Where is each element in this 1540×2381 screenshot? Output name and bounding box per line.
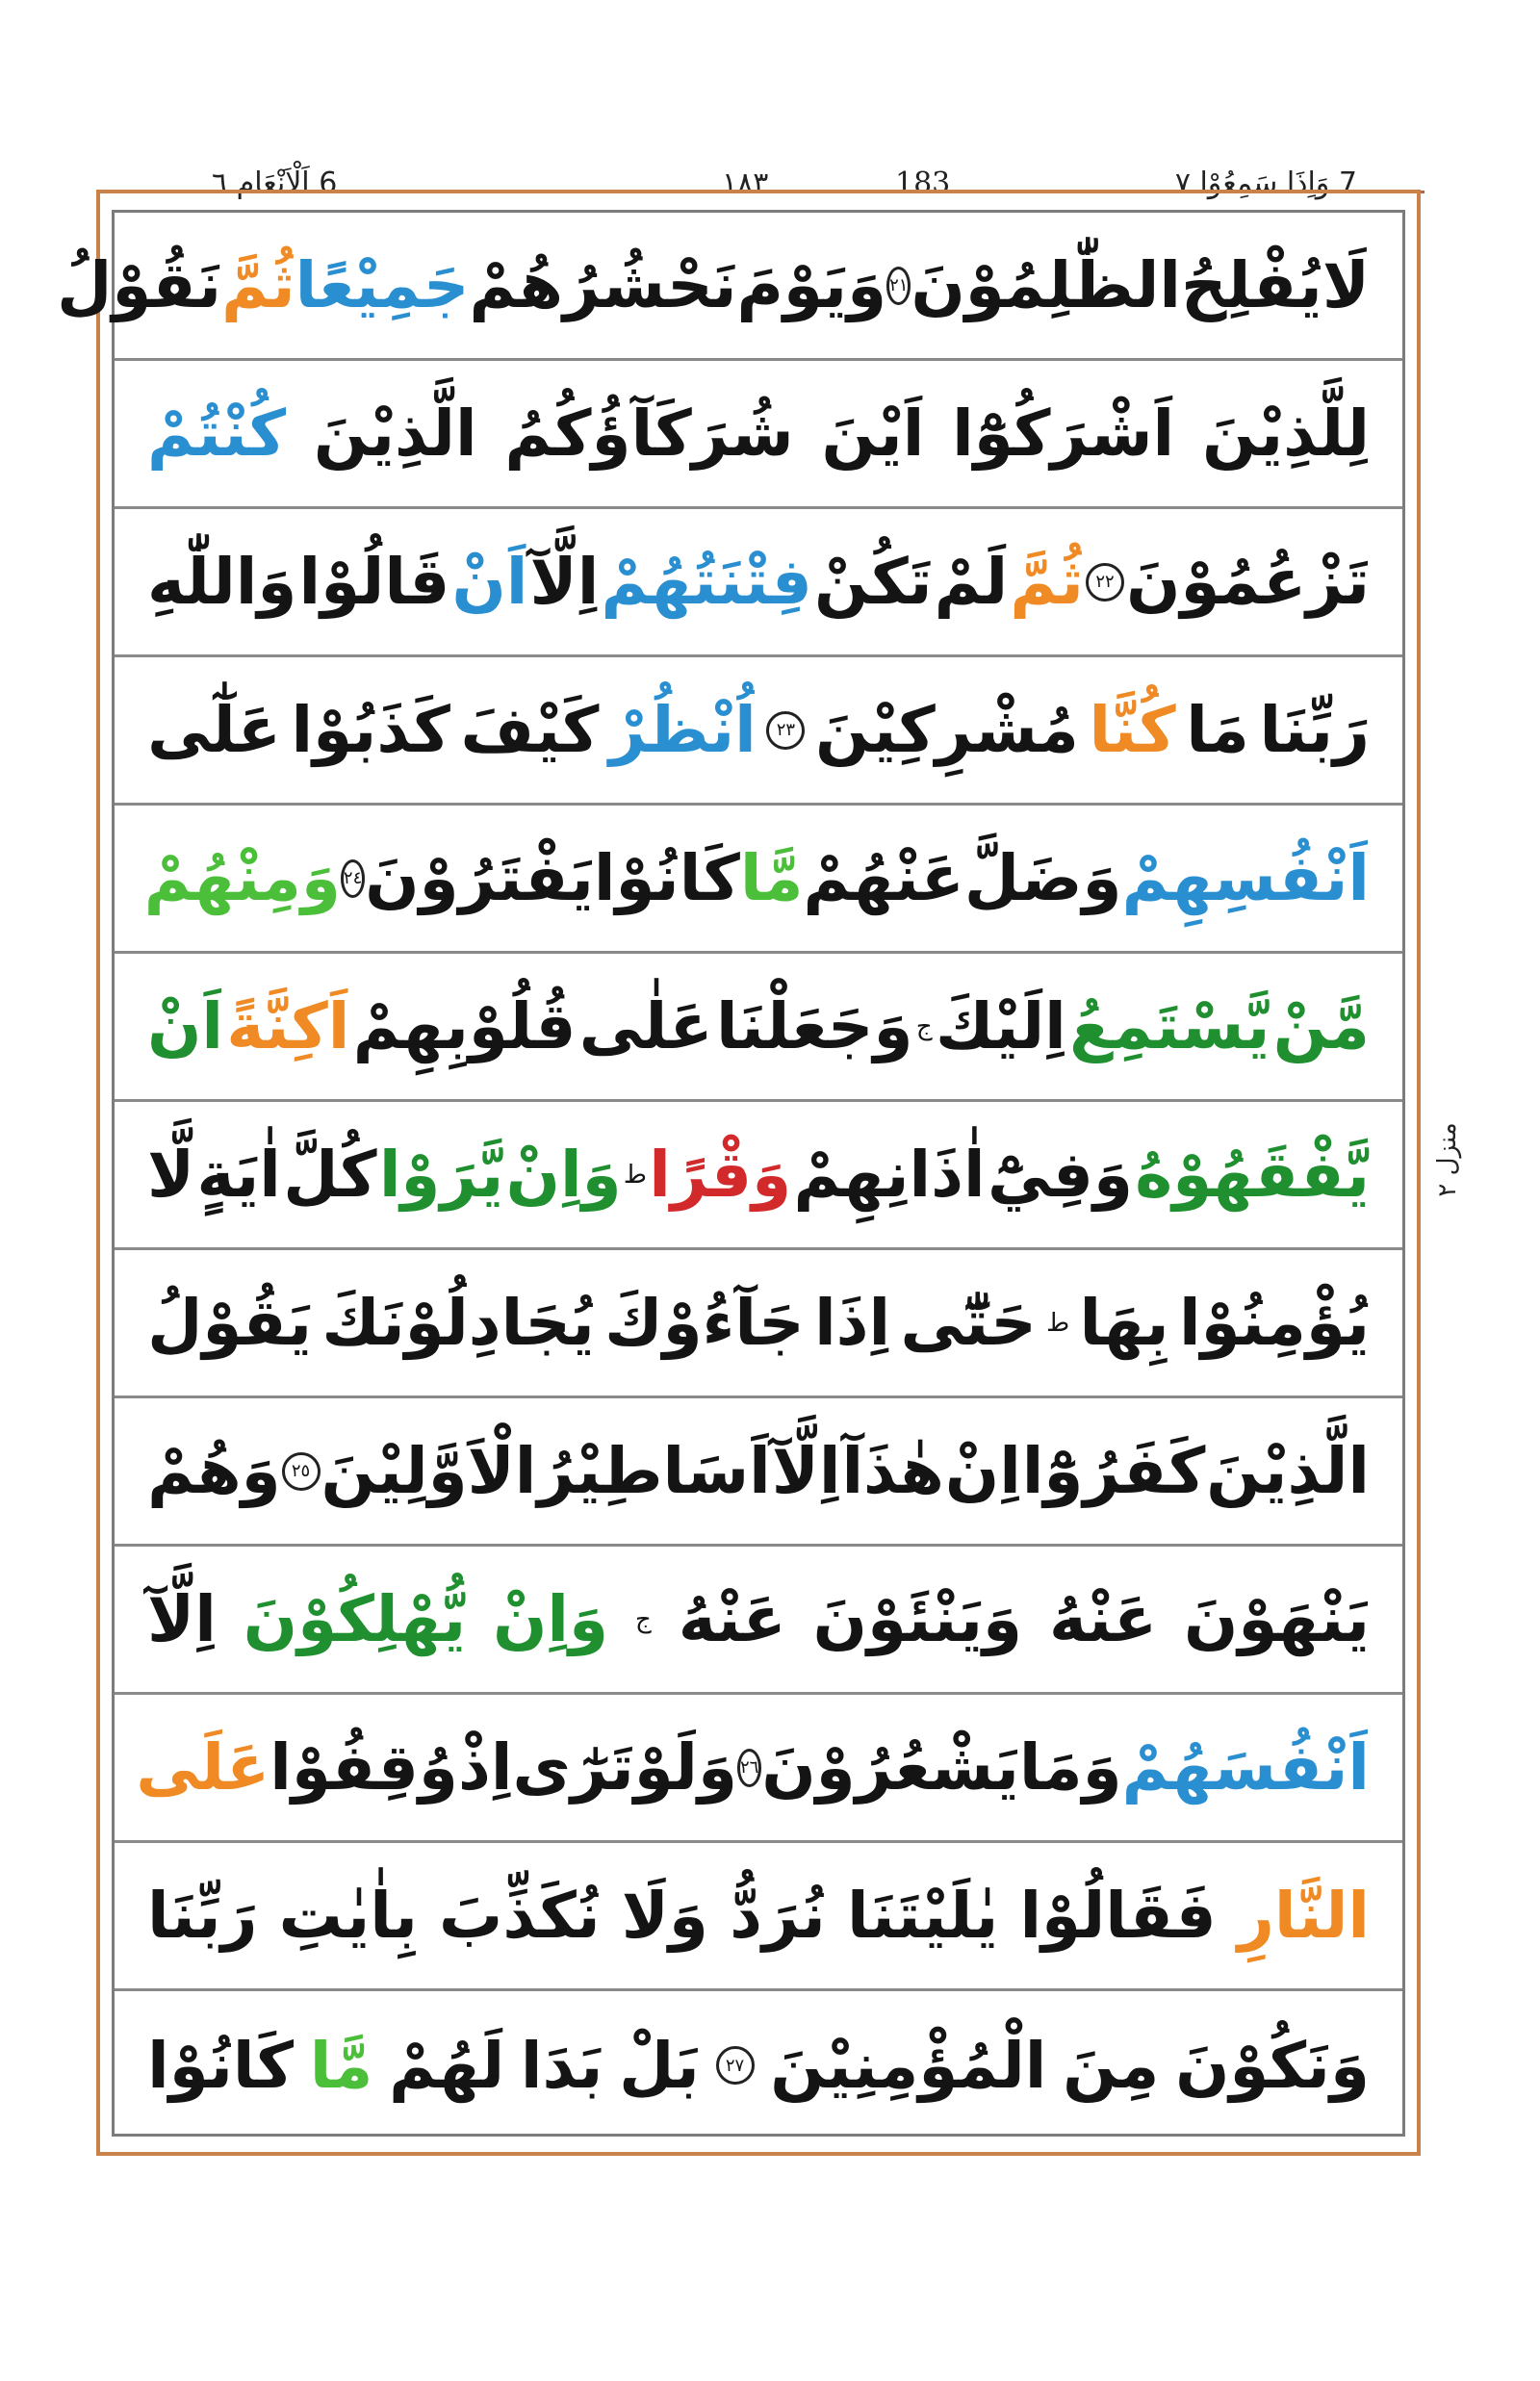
page-number-urdu: ١٨٣ (712, 162, 778, 206)
word: يَفْتَرُوْنَ (365, 841, 594, 915)
ayah-marker: ٢٧ (716, 2046, 755, 2085)
word: كُنْتُمْ (147, 397, 287, 471)
word: كُلَّ (283, 1138, 377, 1212)
word: فِتْنَتُهُمْ (601, 545, 812, 619)
para-name: 7 وَاِذَا سَمِعُوْا ٧ (1166, 162, 1367, 206)
verse-line (115, 509, 1402, 657)
verse-line (115, 1991, 1402, 2139)
word: وَفِيْٓ (987, 1138, 1133, 1212)
word: الْمُؤْمِنِيْنَ (770, 2028, 1047, 2103)
word: حَتّٰٓى (900, 1286, 1037, 1360)
word: بَلْ (619, 2028, 700, 2103)
manzil-marker (1428, 1097, 1467, 1222)
verse-line (115, 1398, 1402, 1547)
word: لَا (1322, 248, 1370, 322)
word: اَنْ (147, 989, 224, 1063)
word: اِذْ (457, 1730, 513, 1805)
word: رَبِّنَا (147, 1879, 258, 1953)
word: يُؤْمِنُوْا (1179, 1286, 1370, 1360)
word: يَّفْقَهُوْهُ (1135, 1138, 1370, 1212)
word: اُنْظُرْ (609, 693, 757, 767)
ayah-marker: ٢١ (886, 267, 911, 305)
word: يَشْعُرُوْنَ (761, 1730, 1019, 1805)
word: وَلَا (621, 1879, 708, 1953)
word: يَنْهَوْنَ (1183, 1582, 1370, 1656)
ayah-marker: ٢٥ (282, 1452, 321, 1491)
word: كَيْفَ (460, 693, 600, 767)
word: كُنَّا (1089, 693, 1176, 767)
word: تَكُنْ (813, 545, 933, 619)
word: اَنْفُسَهُمْ (1121, 1730, 1370, 1805)
word: مَّنْ (1272, 989, 1370, 1063)
word: عَلٰى (578, 989, 713, 1063)
word: كَفَرُوْٓا (1021, 1434, 1206, 1508)
verse-line (115, 1250, 1402, 1398)
word: وَلَوْ (633, 1730, 737, 1805)
word: مَا (1186, 693, 1249, 767)
verse-line (115, 1843, 1402, 1991)
word: اٰيَةٍ (196, 1138, 281, 1212)
word: الَّذِيْنَ (1206, 1434, 1370, 1508)
word: يَّرَوْا (378, 1138, 504, 1212)
word: مَّا (739, 841, 804, 915)
word: جَآءُوْكَ (604, 1286, 805, 1360)
word: الَّذِيْنَ (313, 397, 477, 471)
word: اِلَّآ (147, 1582, 217, 1656)
word: ثُمَّ (221, 248, 295, 322)
word: عَلَى (136, 1730, 270, 1805)
word: وَاللّٰهِ (147, 545, 297, 619)
word: النَّارِ (1237, 1879, 1370, 1953)
word: يَّسْتَمِعُ (1069, 989, 1270, 1063)
word: عَنْهُمْ (803, 841, 964, 915)
word: اَيْنَ (821, 397, 925, 471)
word: وَجَعَلْنَا (715, 989, 913, 1063)
word: اَسَاطِيْرُ (537, 1434, 771, 1508)
word: ثُمَّ (1010, 545, 1084, 619)
word: نَقُوْلُ (57, 248, 222, 322)
word: عَنْهُ (678, 1582, 786, 1656)
stop-mark: ط (1046, 1308, 1070, 1338)
word: يُفْلِحُ (1181, 248, 1322, 322)
word: وَيَنْئَوْنَ (812, 1582, 1023, 1656)
word: عَنْهُ (1049, 1582, 1158, 1656)
word: يُّهْلِكُوْنَ (243, 1582, 467, 1656)
verse-line (115, 657, 1402, 806)
word: مَّا (309, 2028, 373, 2103)
word: مِنَ (1063, 2028, 1160, 2103)
verse-line (115, 1547, 1402, 1695)
word: وَضَلَّ (963, 841, 1122, 915)
word: وَهُمْ (147, 1434, 281, 1508)
word: اِنْ (944, 1434, 1021, 1508)
word: عَلٰٓى (147, 693, 281, 767)
ayah-marker: ٢٢ (1086, 563, 1124, 602)
word: مُشْرِكِيْنَ (815, 693, 1079, 767)
ayah-marker: ٢٤ (341, 859, 365, 898)
word: نُرَدُّ (730, 1879, 826, 1953)
word: بِهَا (1079, 1286, 1169, 1360)
word: بِاٰيٰتِ (278, 1879, 418, 1953)
manzil-label: منزل ٢ (1433, 1122, 1462, 1197)
word: تَزْعُمُوْنَ (1126, 545, 1370, 619)
word: اِلَّآ (529, 545, 600, 619)
word: نُكَذِّبَ (439, 1879, 601, 1953)
page-number: 183 (886, 162, 960, 206)
word: وَنَكُوْنَ (1175, 2028, 1370, 2103)
word: هٰذَآ (841, 1434, 944, 1508)
word: الْاَوَّلِيْنَ (321, 1434, 537, 1508)
verse-line (115, 806, 1402, 954)
word: يَقُوْلُ (147, 1286, 313, 1360)
verse-line (115, 1695, 1402, 1843)
word: وُقِفُوْا (270, 1730, 458, 1805)
word: بَدَا (520, 2028, 603, 2103)
text-block (57, 210, 1405, 2137)
word: وَاِنْ (505, 1138, 622, 1212)
stop-mark: ج (915, 1011, 933, 1041)
ayah-marker: ٢٦ (737, 1749, 761, 1787)
verse-line (115, 954, 1402, 1102)
word: رَبِّنَا (1259, 693, 1370, 767)
word: نَحْشُرُهُمْ (469, 248, 737, 322)
word: فَقَالُوْا (1019, 1879, 1217, 1953)
word: اِلَّآ (771, 1434, 841, 1508)
word: يُجَادِلُوْنَكَ (321, 1286, 595, 1360)
surah-name: 6 اَلْاَنْعَام ٦ (202, 162, 346, 206)
word: قُلُوْبِهِمْ (352, 989, 577, 1063)
verse-line (115, 1102, 1402, 1250)
word: لِلَّذِيْنَ (1201, 397, 1370, 471)
ayah-marker: ٢٣ (766, 711, 805, 750)
word: الظّٰلِمُوْنَ (911, 248, 1182, 322)
word: يٰلَيْتَنَا (846, 1879, 999, 1953)
word: اَكِنَّةً (226, 989, 350, 1063)
stop-mark: ج (634, 1604, 652, 1634)
word: لَهُمْ (389, 2028, 505, 2103)
word: اٰذَانِهِمْ (793, 1138, 986, 1212)
word: وَيَوْمَ (736, 248, 887, 322)
word: اَنْ (451, 545, 528, 619)
word: وَمِنْهُمْ (143, 841, 341, 915)
word: اَنْفُسِهِمْ (1121, 841, 1370, 915)
word: اِلَيْكَ (935, 989, 1066, 1063)
word: جَمِيْعًا (295, 248, 470, 322)
word: كَذَبُوْا (291, 693, 450, 767)
verse-line (57, 213, 1402, 361)
word: كَانُوْا (147, 2028, 295, 2103)
word: لَّا (147, 1138, 195, 1212)
word: اِذَا (814, 1286, 891, 1360)
word: لَمْ (934, 545, 1009, 619)
word: كَانُوْا (593, 841, 740, 915)
word: وَمَا (1018, 1730, 1122, 1805)
stop-mark: ط (623, 1160, 647, 1190)
word: تَرٰٓى (512, 1730, 634, 1805)
word: اَشْرَكُوْٓا (952, 397, 1175, 471)
word: وَاِنْ (493, 1582, 609, 1656)
verse-line (115, 361, 1402, 509)
word: قَالُوْا (298, 545, 450, 619)
word: وَقْرًا (649, 1138, 792, 1212)
word: شُرَكَآؤُكُمُ (504, 397, 794, 471)
